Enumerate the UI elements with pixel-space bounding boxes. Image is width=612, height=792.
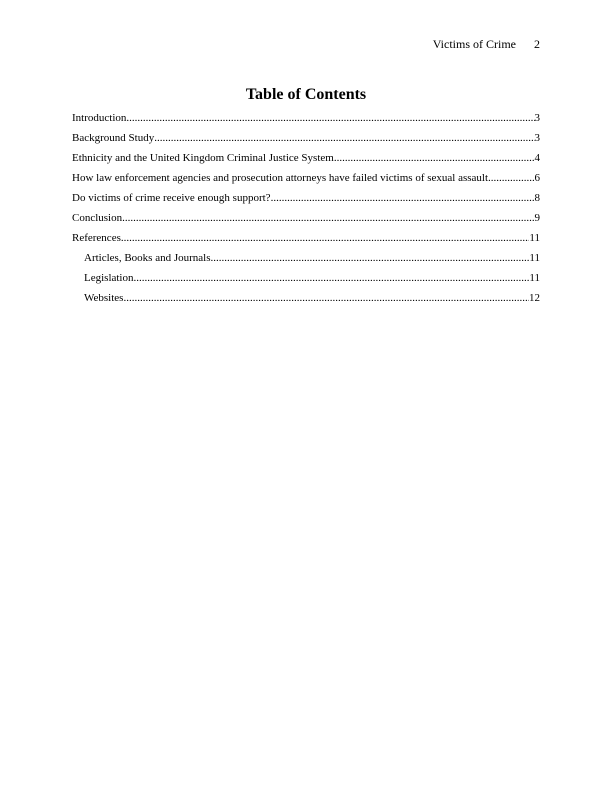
toc-dot-leader [154, 131, 534, 145]
toc-page-number: 11 [529, 272, 540, 284]
toc-dot-leader [271, 191, 535, 205]
toc-entry-references[interactable] [72, 231, 540, 251]
toc-entry-text: Websites [84, 292, 124, 304]
toc-list [72, 111, 540, 311]
toc-page-number: 9 [534, 212, 540, 224]
toc-dot-leader [334, 151, 535, 165]
toc-dot-leader [126, 111, 534, 125]
page-number: 2 [534, 37, 540, 51]
toc-page-number: 11 [529, 252, 540, 264]
toc-entry-text: Introduction [72, 112, 127, 124]
toc-dot-leader [210, 251, 529, 265]
toc-entry-text: Legislation [84, 272, 134, 284]
toc-entry-text: References [72, 232, 121, 244]
toc-entry-ethnicity[interactable] [72, 151, 540, 171]
toc-entry-articles-books-journals[interactable] [72, 251, 540, 271]
running-title: Victims of Crime [432, 37, 516, 51]
toc-entry-text: Ethnicity and the United Kingdom Criminal Justice System [72, 152, 334, 164]
toc-page-number: 11 [529, 232, 540, 244]
toc-entry-law-enforcement[interactable] [72, 171, 540, 191]
toc-entry-text: Conclusion [72, 212, 123, 224]
toc-entry-text: How law enforcement agencies and prosecution attorneys have failed victims of sexual assault [72, 172, 489, 184]
toc-page-number: 12 [529, 292, 540, 304]
toc-dot-leader [134, 271, 530, 285]
toc-entry-text: Do victims of crime receive enough support? [72, 192, 271, 204]
toc-dot-leader [121, 231, 530, 245]
toc-page-number: 3 [534, 132, 540, 144]
toc-page-number: 8 [534, 192, 540, 204]
toc-page-number: 4 [534, 152, 540, 164]
toc-entry-websites[interactable] [72, 291, 540, 311]
toc-entry-victim-support[interactable] [72, 191, 540, 211]
toc-page-number: 3 [534, 112, 540, 124]
toc-title: Table of Contents [245, 86, 367, 103]
toc-dot-leader [123, 291, 529, 305]
toc-page-number: 6 [534, 172, 540, 184]
toc-entry-conclusion[interactable] [72, 211, 540, 231]
toc-entry-introduction[interactable] [72, 111, 540, 131]
toc-entry-legislation[interactable] [72, 271, 540, 291]
page-header [433, 37, 540, 51]
toc-entry-background-study[interactable] [72, 131, 540, 151]
toc-dot-leader [488, 171, 534, 185]
toc-dot-leader [122, 211, 534, 225]
toc-entry-text: Background Study [72, 132, 155, 144]
toc-entry-text: Articles, Books and Journals [84, 252, 211, 264]
